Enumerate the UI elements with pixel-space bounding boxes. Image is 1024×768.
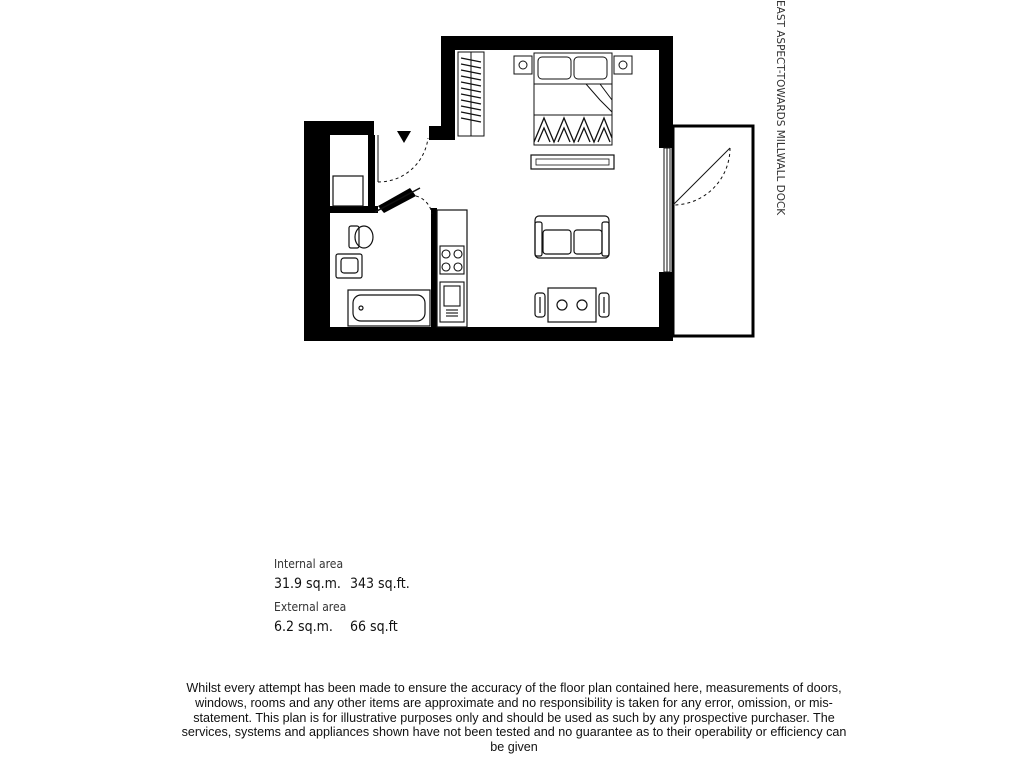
external-area-sqft: 66 sq.ft: [350, 619, 398, 635]
door: [378, 135, 428, 182]
dining-table: [548, 288, 596, 322]
balcony: [673, 126, 753, 336]
hob: [440, 246, 464, 274]
external-area-label: External area: [274, 600, 347, 614]
area-summary: [274, 555, 410, 641]
door: [416, 196, 432, 214]
internal-area-sqft: 343 sq.ft.: [350, 576, 410, 592]
kitchen-sink: [440, 282, 464, 322]
storage-cupboard: [333, 176, 363, 206]
external-area-values: [274, 616, 410, 638]
bathtub: [348, 290, 430, 326]
sofa: [535, 216, 609, 258]
entrance-arrow: [397, 131, 411, 143]
internal-area-label: Internal area: [274, 557, 344, 571]
double-bed: [534, 53, 612, 145]
toilet: [349, 226, 373, 248]
external-area-sqm: 6.2 sq.m.: [274, 619, 333, 635]
wardrobe: [458, 52, 484, 136]
door: [673, 148, 730, 205]
washbasin: [336, 254, 362, 278]
tv-unit: [531, 155, 614, 169]
internal-area-values: [274, 573, 410, 595]
bedside-table: [514, 56, 532, 74]
chair: [535, 293, 545, 317]
disclaimer-text: Whilst every attempt has been made to ensure the accuracy of the floor plan contained here, measurements of doors, windows, rooms and any other items are approximate and no responsibility is taken for any error, omission, or mis-statement. This plan is for illustrative purposes only and should be used as such by any prospective purchaser. The services, systems and appliances shown have not been tested and no guarantee as to their operability or efficiency can be given: [181, 681, 847, 755]
bedside-table: [614, 56, 632, 74]
internal-area-sqm: 31.9 sq.m.: [274, 576, 341, 592]
aspect-label: EAST ASPECT-TOWARDS MILLWALL DOCK: [774, 0, 786, 216]
chair: [599, 293, 609, 317]
